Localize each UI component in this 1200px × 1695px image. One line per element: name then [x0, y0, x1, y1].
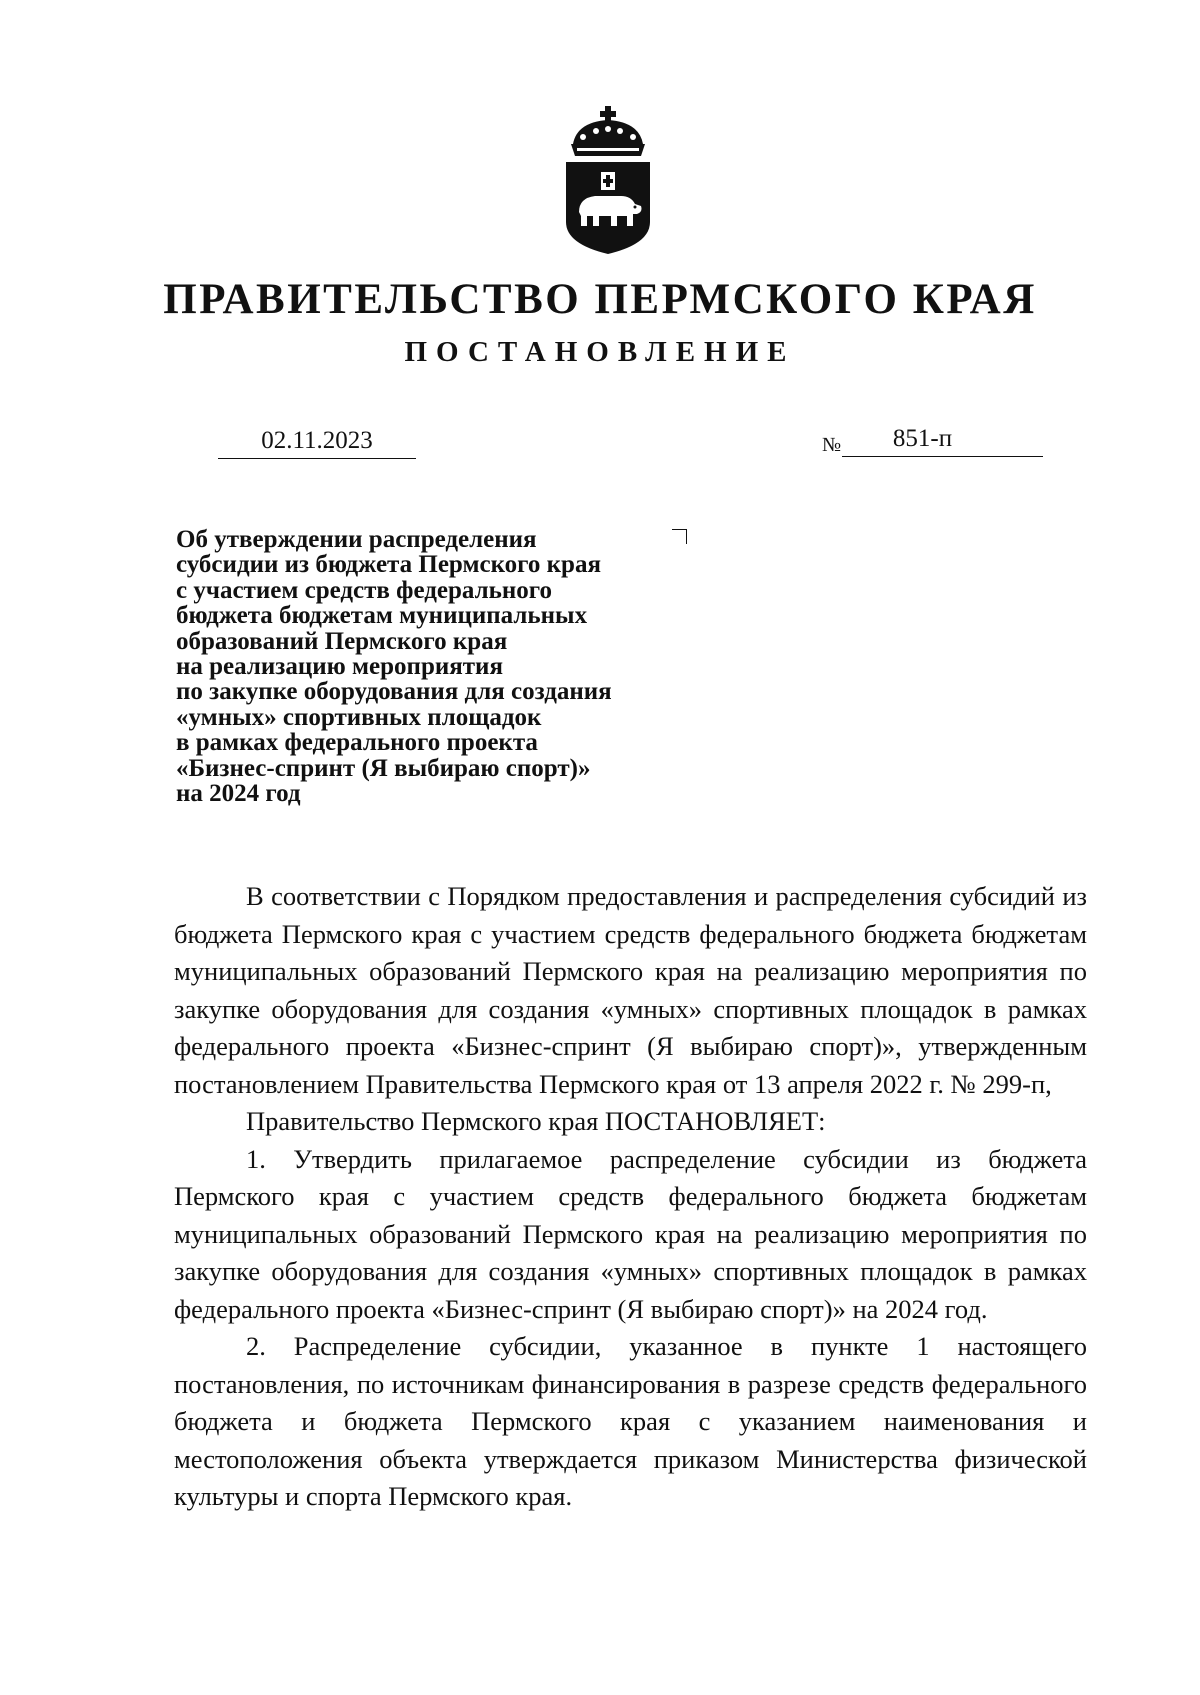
subject-line: на реализацию мероприятия [176, 653, 503, 681]
subject-line: с участием средств федерального [176, 576, 552, 604]
body-paragraph-item-1: 1. Утвердить прилагаемое распределение субсидии из бюджета Пермского края с участием средств федерального бюджета бюджетам муниципальных образований Пермского края на реализацию мероприятия по закупке оборудования для создания «умных» спортивных площадок в рамках федерального проекта «Бизнес-спринт (Я выбираю спорт)» на 2024 год. [174, 1143, 1087, 1324]
body-paragraph-decree: Правительство Пермского края ПОСТАНОВЛЯЕТ: [246, 1106, 826, 1136]
document-date: 02.11.2023 [218, 424, 416, 459]
document-number: 851-п [842, 422, 1043, 457]
body-paragraph-preamble: В соответствии с Порядком предоставления и распределения субсидий из бюджета Пермского края с участием средств федерального бюджета бюджетам муниципальных образований Пермского края на реализацию мероприятия по закупке оборудования для создания «умных» спортивных площадок в рамках федерального проекта «Бизнес-спринт (Я выбираю спорт)», утвержденным постановлением Правительства Пермского края от 13 апреля 2022 г. № 299-п, [174, 881, 1087, 1099]
document-body [174, 878, 1087, 1516]
document-subject [176, 527, 696, 806]
subject-line: «умных» спортивных площадок [176, 703, 542, 731]
government-title: ПРАВИТЕЛЬСТВО ПЕРМСКОГО КРАЯ [163, 276, 1037, 323]
number-sign: № [822, 434, 842, 456]
body-paragraph-item-2: 2. Распределение субсидии, указанное в пункте 1 настоящего постановления, по источникам финансирования в разрезе средств федерального бюджета и бюджета Пермского края с указанием наименования и местоположения объекта утверждается приказом Министерства физической культуры и спорта Пермского края. [174, 1331, 1087, 1511]
subject-line: на 2024 год [176, 780, 301, 808]
perm-krai-coat-of-arms-icon [563, 104, 653, 256]
subject-corner-mark [672, 529, 687, 544]
subject-line: «Бизнес-спринт (Я выбираю спорт)» [176, 754, 591, 782]
document-type: ПОСТАНОВЛЕНИЕ [404, 336, 796, 368]
subject-line: Об утверждении распределения [176, 526, 537, 553]
subject-line: субсидии из бюджета Пермского края [176, 551, 601, 579]
subject-line: образований Пермского края [176, 627, 508, 655]
subject-line: бюджета бюджетам муниципальных [176, 602, 588, 630]
subject-line: по закупке оборудования для создания [176, 678, 612, 706]
subject-line: в рамках федерального проекта [176, 729, 538, 757]
